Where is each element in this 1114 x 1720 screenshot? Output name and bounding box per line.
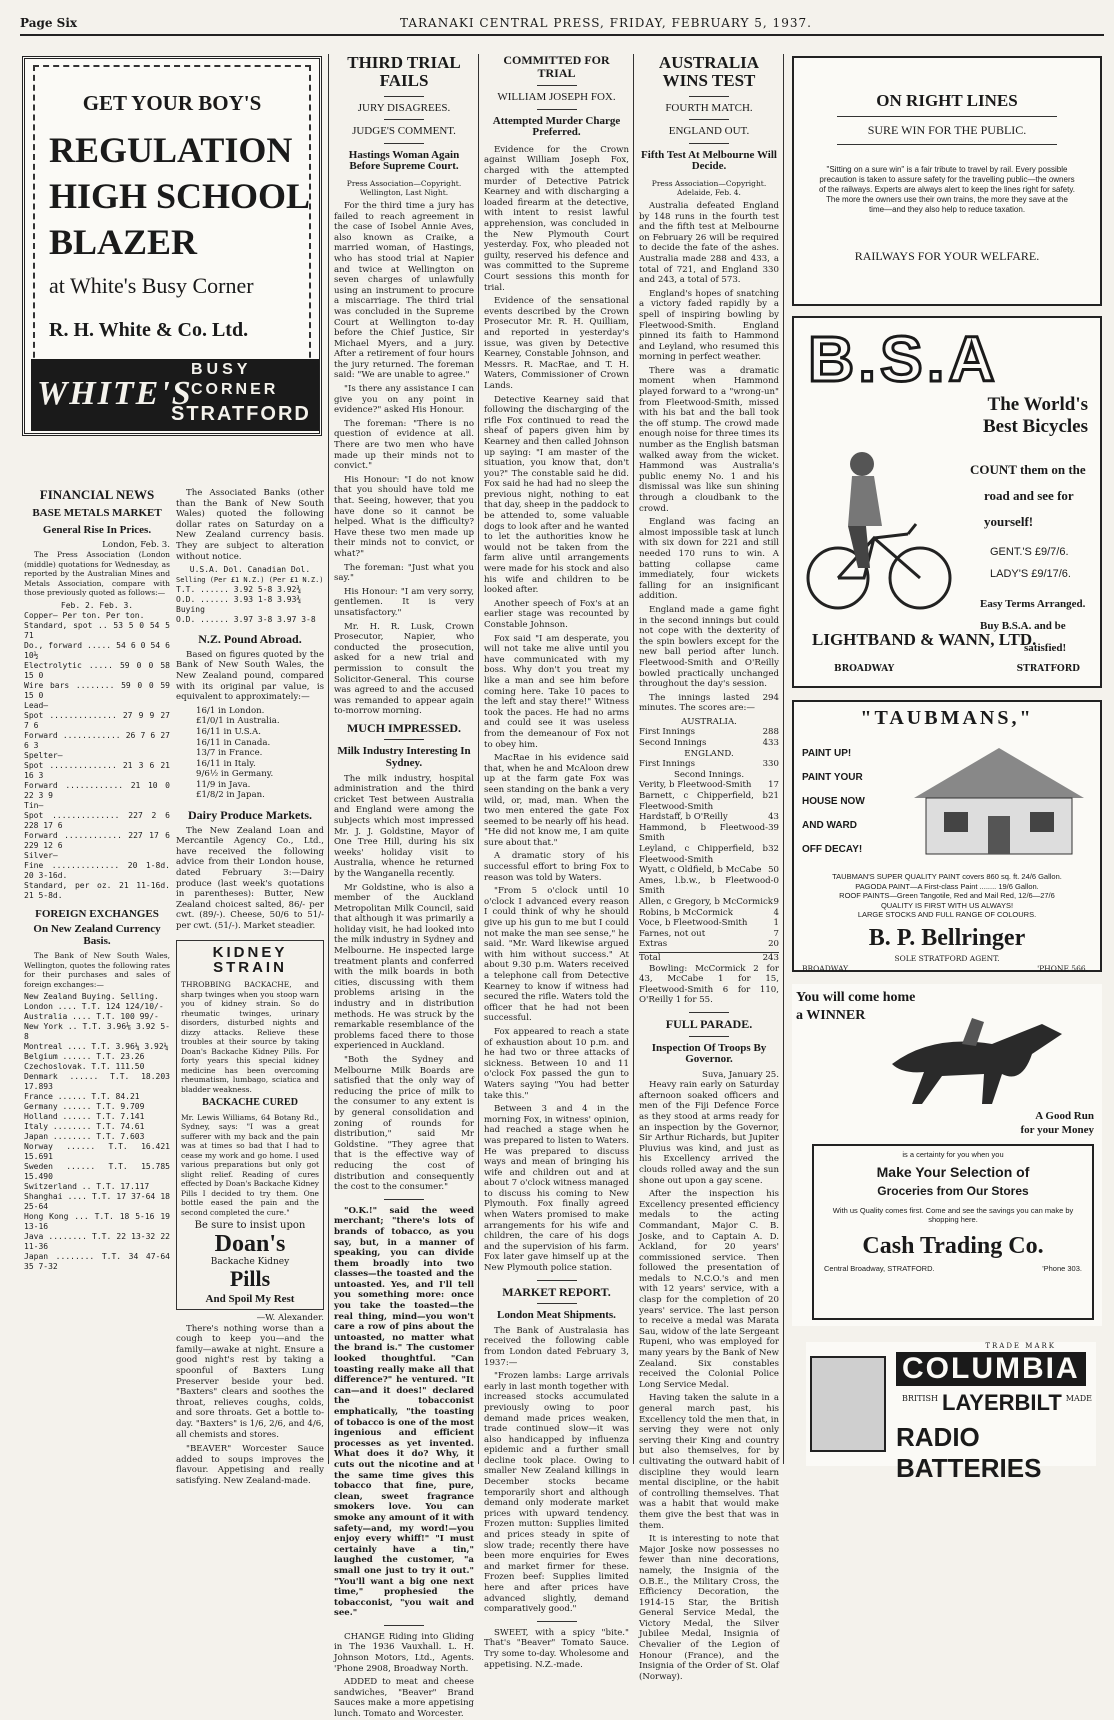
table-row: Buying <box>176 605 205 615</box>
table-header: U.S.A. Dol. Canadian Dol. <box>189 565 311 575</box>
table-row <box>639 812 779 823</box>
ad-line: Be sure to insist upon <box>194 1220 306 1232</box>
table-row <box>639 897 779 908</box>
table-row <box>639 727 779 738</box>
table-row: Germany ...... T.T. 9.709 <box>24 1102 145 1112</box>
divider <box>689 1012 729 1013</box>
subheading: BASE METALS MARKET <box>32 506 162 519</box>
price: LADY'S £9/17/6. <box>990 568 1071 580</box>
ad-line: Backache Kidney <box>210 1256 290 1267</box>
price-line: QUALITY IS FIRST WITH US ALWAYS! <box>880 900 1014 910</box>
row-value: 288 <box>762 727 779 738</box>
paragraph: THROBBING BACKACHE, and sharp twinges when you stoop warn you of kidney strain. So do rheumatic twinges, urinary disorders, disturbed nights and dizzy attacks. Relieve these troubles at their source by taking Doan's Backache Kidney Pills. For forty years this special kidney medicine has been overcoming rheumatism, lumbago, sciatica and bladder weakness. <box>181 980 319 1094</box>
ad-line: And Spoil My Rest <box>205 1292 295 1305</box>
subheading: Inspection Of Troops By Governor. <box>651 1041 767 1066</box>
paragraph: There's nothing worse than a cough to keep you—and the family—awake at night. Ensure a good night's rest by taking a spoonful of Baxters Lung Preserver beside your bed. "Baxters" clears and soothes the throat, relieves coughs, colds, and sore throats. Get a bottle to-day. "Baxters" is 1/6, 2/6, and 4/6, all chemists and stores. <box>176 1323 324 1440</box>
table-row: France ...... T.T. 84.21 <box>24 1092 140 1102</box>
table-row <box>639 844 779 865</box>
logo-text: STRATFORD <box>171 403 311 425</box>
subheading: MUCH IMPRESSED. <box>346 720 461 735</box>
table-row: 11/9 in Java. <box>196 779 251 790</box>
racehorse-illustration <box>872 1004 1092 1114</box>
ad-logo: Doan's <box>214 1230 286 1257</box>
divider <box>689 143 729 144</box>
bsa-ad <box>792 316 1102 688</box>
paragraph: After the inspection his Excellency presented efficiency medals to the acting Commandant, Major C. B. Joske, and to Captain A. D. Ackland, for 20 years' commissioned service. Then followed the presentation of medals to N.C.O.'s and men with 12 years' service, with a clasp for the completion of 20 years' service. The last person to receive a medal was Marata Sau, widow of the late Sergeant Rupeni, who was employed for many years by the Bank of New Zealand. Six constables received the Colonial Police Long Service Medal. <box>639 1189 779 1390</box>
subheading: Hastings Woman Again Before Supreme Court. <box>348 148 460 173</box>
row-label: Barnett, c Chipperfield, b Fleetwood-Smith <box>639 791 769 812</box>
column-rule <box>328 54 329 1464</box>
taubmans-ad <box>792 700 1102 972</box>
table-row: 13/7 in France. <box>196 748 263 759</box>
table-row <box>639 929 779 940</box>
table-row: £1/0/1 in Australia. <box>196 716 280 727</box>
ad-tagline: The World's <box>987 394 1088 415</box>
address: BROADWAY <box>802 964 849 973</box>
table-row: Lead— <box>24 700 49 710</box>
paragraph: The Bank of New South Wales, Wellington, quotes the following rates for their purchases and sales of foreign exchanges:— <box>24 951 170 989</box>
divider <box>537 109 577 110</box>
innings-heading: Second Innings. <box>673 769 745 780</box>
committed-column <box>484 53 629 1670</box>
paragraph: Australia defeated England by 148 runs in the fourth test and the fifth test at Melbourne on February 26 will be required to decide the fate of the ashes. Australia made 288 and 433, a total of 721, and England 330 and 243, a total of 573. <box>639 200 779 286</box>
row-label: Hardstaff, b O'Reilly <box>639 812 728 823</box>
table-row <box>639 738 779 749</box>
paragraph: Heavy rain early on Saturday afternoon soaked officers and men of the Fiji Defence Force as they stood at arms ready for an inspection by the Governor, Sir Arthur Richards, but Jupiter Pluvius was kind, and just as his Excellency arrived the clouds rolled away and the sun shone out upon a gay scene. <box>639 1080 779 1186</box>
cricket-column <box>639 53 779 1682</box>
paragraph: A dramatic story of his successful effort to bring Fox to reason was told by Waters. <box>484 851 629 883</box>
divider <box>384 143 424 144</box>
subheading: ENGLAND OUT. <box>668 125 750 138</box>
ad-line: yourself! <box>984 514 1034 529</box>
ad-line: With us Quality comes first. Come and see the savings you can make by shopping here. <box>832 1205 1074 1224</box>
ad-line: Make Your Selection of <box>876 1163 1030 1180</box>
paragraph: Detective Kearney said that following the discharging of the rifle Fox continued to read the sheaf of papers given him by Kearney and then called Johnson up saying: "I am master of the situation, you know that, don't you?" The constable said he did. Fox said he had had no sleep the previous night, nothing to eat that day, sheep in the paddock to be attended to, some valuable dogs to look after and he wanted to let the authorities know he would not be taken from the farm alive until arrangements were made for his stock and also his wife and children to be looked after. <box>484 394 629 596</box>
brand-name: COLUMBIA <box>896 1352 1086 1386</box>
cash-box <box>812 1144 1094 1320</box>
table-row <box>639 918 779 929</box>
table-row: Denmark ...... T.T. 18.203 17.893 <box>24 1072 170 1092</box>
table-row: O.D. ...... 3.97 3-8 3.97 3-8 <box>176 615 316 625</box>
ad-line: satisfied! <box>1024 642 1067 654</box>
paragraph: Evidence of the sensational events described by the Crown Prosecutor Mr. R. H. Quilliam, and reported in yesterday's issue, was given by Detective Kearney, Constable Johnson, and Messrs. R. MacRae, and T. H. Waters, Commissioner of Crown Lands. <box>484 296 629 391</box>
price: GENT.'S £9/7/6. <box>990 546 1069 558</box>
table-row: Java ........ T.T. 22 13-32 22 11-36 <box>24 1232 170 1252</box>
divider <box>384 1199 424 1200</box>
paragraph: It is interesting to note that Major Joske now possesses no fewer than nine decorations, namely, the Insignia of the O.B.E., the Military Cross, the Efficiency Decoration, the 1914-15 Star, the British General Service Medal, the Victory Medal, the Silver Jubilee Medal, Insignia of Chevalier of the Legion of Honour (France), and the Insignia of the Order of St. Olaf (Norway). <box>639 1534 779 1682</box>
firm-name: B. P. Bellringer <box>868 925 1026 951</box>
ad-line: You will come home <box>796 990 916 1005</box>
divider <box>537 85 577 86</box>
subheading: Milk Industry Interesting In Sydney. <box>337 745 471 770</box>
paragraph: The milk industry, hospital administration and the third cricket Test between Australia and England were among the subjects which most impressed Mr. J. J. Goldstine, Mayor of One Tree Hill, during his six weeks' holiday visit to Australia, whence he returned by the Wanganella recently. <box>334 773 474 879</box>
table-row: Australia .... T.T. 100 99/- <box>24 1012 159 1022</box>
row-label: Robins, b McCormick <box>639 907 733 918</box>
ad-line: COUNT them on the <box>970 462 1086 477</box>
table-row: Japan ........ T.T. 34 47-64 35 7-32 <box>24 1252 170 1272</box>
table-row: Switzerland .. T.T. 17.117 <box>24 1182 150 1192</box>
divider <box>537 1621 577 1622</box>
table-row: Norway ...... T.T. 16.421 15.691 <box>24 1142 170 1162</box>
slogan: OFF DECAY! <box>802 844 863 855</box>
table-row: Italy ........ T.T. 74.61 <box>24 1122 145 1132</box>
price-line: PAGODA PAINT—A First-class Paint ........ 19/6 Gallon. <box>855 881 1039 891</box>
paragraph: Fox appeared to reach a state of exhaustion about 10 p.m. and he had two or three attacks of sickness. Between 10 and 11 o'clock Fox passed the gun to Waters saying "You had better take this." <box>484 1026 629 1101</box>
dateline: Suva, January 25. <box>702 1069 779 1080</box>
row-value: 1 <box>773 918 779 929</box>
table-header: Feb. 2. Feb. 3. <box>60 600 134 610</box>
table-row <box>639 791 779 812</box>
row-label: Hammond, b Fleetwood-Smith <box>639 822 769 844</box>
address: STRATFORD <box>1016 664 1080 674</box>
ad-line: Groceries from Our Stores <box>877 1183 1029 1198</box>
row-value: 17 <box>768 780 779 791</box>
row-value: 4 <box>773 907 779 918</box>
paragraph: Mr. Lewis Williams, 64 Botany Rd., Sydney, says: "I was a great sufferer with my back and the pain was at times so bad that I had to cease my work and go home. I used various preparations but only got slight relief. Reading of cures effected by Doan's Backache Kidney Pills I decided to try them. One bottle eased the pain and the second completed the cure." <box>181 1112 319 1217</box>
slogan: PAINT YOUR <box>802 772 863 783</box>
paragraph: England's hopes of snatching a victory faded rapidly by a spell of inspiring bowling by Fleetwood-Smith. England pinned its faith to Hammond and Leyland, who resumed this morning in perfect weather. <box>639 288 779 363</box>
scorecard <box>639 759 779 770</box>
fx-table <box>24 1002 170 1272</box>
table-row: £1/8/2 in Japan. <box>196 790 265 801</box>
subheading: JUDGE'S COMMENT. <box>352 125 456 138</box>
price-list <box>800 872 1094 920</box>
address: BROADWAY <box>834 664 895 674</box>
row-value: 7 <box>773 928 779 939</box>
address: Central Broadway, STRATFORD. <box>824 1263 935 1273</box>
paragraph: "BEAVER" Worcester Sauce added to soups improves the flavour. Appetising and really satisfying. New Zealand-made. <box>176 1444 324 1487</box>
table-row: 16/11 in U.S.A. <box>196 726 261 737</box>
paragraph: Having taken the salute in a general march past, his Excellency told the men that, in serving they were not only serving their King and country but also themselves, for by cultivating the outward habit of discipline they would learn mental discipline, or the habit of controlling themselves. That was a habit that would make them give the best that was in them. <box>639 1393 779 1531</box>
ad-line: GET YOUR BOY'S <box>82 91 262 115</box>
row-value: 0 <box>773 875 779 886</box>
ad-line: MADE <box>1065 1394 1092 1403</box>
table-row: Forward ............ 26 7 6 27 6 3 <box>24 730 170 750</box>
trade-mark: TRADE MARK <box>985 1342 1056 1350</box>
paragraph: The Press Association (London (middle) quotations for Wednesday, as reported by the Australian Mines and Metals Association, compare with those previously quoted as follows:— <box>24 550 170 598</box>
table-row: Belgium ...... T.T. 23.26 <box>24 1052 145 1062</box>
paragraph: "Frozen lambs: Large arrivals early in last month together with increased stocks accumulated previously owing to poor demand made prices weaken, trade continued slow—it was also handicapped by influenza epidemic and a further small decline took place. Owing to smaller New Zealand killings in December stocks became temporarily short and although demand only moderate market prices with upward tendency. Frozen mutton: Supplies limited and prices steady in spite of slow trade; recently there have been more enquiries for Ewes and market firmer for these. Frozen beef: Supplies limited here and after prices have advanced slightly, demand comparatively good." <box>484 1371 629 1615</box>
table-row: Forward ............ 227 17 6 229 12 6 <box>24 830 170 850</box>
ad-line: Buy B.S.A. and be <box>980 620 1066 632</box>
subheading: On New Zealand Currency Basis. <box>33 923 161 947</box>
ad-title: KIDNEY STRAIN <box>212 943 288 977</box>
row-label: Second Innings <box>639 738 707 749</box>
table-row: Spelter— <box>24 750 63 760</box>
paragraph: "Is there any assistance I can give you on any point in evidence?" asked His Honour. <box>334 384 474 416</box>
paragraph: The Associated Banks (other than the Bank of New South Wales) quoted the following dollar rates on Saturday on a New Zealand currency basis. They are subject to alteration without notice. <box>176 488 324 562</box>
paragraph: The New Zealand Loan and Mercantile Agency Co., Ltd., have received the following advice from their London house, dated February 3:—Dairy produce (last week's quotations in parentheses): Butter, New Zealand choicest salted, 86/- per cwt. (89/-). Cheese, 50/6 to 51/- per cwt. (51/-). Market steadier. <box>176 825 324 931</box>
table-row: Fine .............. 20 1-8d. 20 3-16d. <box>24 860 170 880</box>
total-label: Total <box>639 952 661 963</box>
paragraph: England was facing an almost impossible task at lunch with six down for 221 and still needed 170 runs to win. A batting collapse came immediately, four wickets falling for an insignificant addition. <box>639 517 779 602</box>
firm-name: R. H. White & Co. Ltd. <box>49 319 249 341</box>
row-label: First Innings <box>639 727 696 738</box>
firm-name: LIGHTBAND & WANN, LTD. <box>812 630 1037 649</box>
paragraph: Evidence for the Crown against William Joseph Fox, charged with the attempted murder of Detective Patrick Kearney and with discharging a loaded firearm at the detective, with intent to resist lawful apprehension, was concluded in the New Plymouth Court yesterday. Fox, who pleaded not guilty, reserved his defence and was committed to the Supreme Court sessions this month for trial. <box>484 144 629 293</box>
dateline: Press Association—Copyright. Adelaide, Feb. 4. <box>651 178 767 198</box>
table-row: 16/1 in London. <box>196 705 265 716</box>
address-row <box>814 1260 1092 1278</box>
ad-line: HIGH SCHOOL <box>49 176 311 216</box>
signature: —W. Alexander. <box>256 1313 324 1324</box>
ad-line: LAYERBILT <box>942 1390 1062 1415</box>
table-row: Standard, spot .. 53 5 0 54 5 71 <box>24 620 170 640</box>
phone: 'PHONE 566. <box>1037 964 1088 973</box>
headline: AUSTRALIA WINS TEST <box>658 53 760 90</box>
ad-title: ON RIGHT LINES <box>876 91 1018 110</box>
whites-blazer-ad <box>22 56 322 436</box>
table-row <box>639 876 779 897</box>
ad-footer: RAILWAYS FOR YOUR WELFARE. <box>854 248 1040 263</box>
paragraph: The Bank of Australasia has received the following cable from London dated February 3, 1937:— <box>484 1325 629 1368</box>
ad-logo: "TAUBMANS," <box>860 707 1034 729</box>
row-value: 39 <box>768 822 779 833</box>
subheading: FOURTH MATCH. <box>665 101 753 114</box>
table-row: T.T. ...... 3.92 5-8 3.92¾ <box>176 585 302 595</box>
row-value: 330 <box>762 759 779 770</box>
paragraph: "From 5 o'clock until 10 o'clock I advanced every reason I could think of why he should give up his gun to me but I could not make the man see sense," he said. "Mr. Ward likewise argued with him without success." At about 9.30 p.m. Waters received a telephone call from Detective Kearney to know if witness had secured the rifle. Waters told the officer that he had not been successful. <box>484 886 629 1024</box>
subheading: WILLIAM JOSEPH FOX. <box>497 91 616 104</box>
divider <box>537 1280 577 1281</box>
third-trial-column <box>334 53 474 1720</box>
table-header: New Zealand Buying. Selling. <box>24 992 159 1002</box>
table-row: Tin— <box>24 800 44 810</box>
slogan-block <box>802 742 865 862</box>
bsa-logo: B.S.A <box>808 323 999 395</box>
ad-line: at White's Busy Corner <box>49 273 254 298</box>
battery-illustration <box>810 1356 886 1452</box>
whites-logo <box>31 359 319 431</box>
table-row: Montreal .... T.T. 3.96¼ 3.92¼ <box>24 1042 169 1052</box>
headline: THIRD TRIAL FAILS <box>347 53 461 90</box>
table-row <box>639 939 779 950</box>
paragraph: Bowling: McCormick 2 for 43, McCabe 1 for 15, Fleetwood-Smith 6 for 110, O'Reilly 1 for 55. <box>639 963 779 1006</box>
subheading: General Rise In Prices. <box>42 524 152 537</box>
page-number: Page Six <box>20 16 78 30</box>
table-row: Silver— <box>24 850 58 860</box>
divider <box>837 144 1057 145</box>
paragraph: "Sitting on a sure win" is a fair tribute to travel by rail. Every possible precaution is taken to assure safety for the travelling public—the owners of the railways. Experts are always alert to keep the lines right for safety. The more the owners use their own trains, the more they save at the time—and they also help to reduce taxation. <box>819 164 1075 214</box>
total-value: 243 <box>762 952 779 963</box>
railways-ad <box>792 56 1102 306</box>
subheading: Fifth Test At Melbourne Will Decide. <box>641 148 777 173</box>
financial-news-column <box>24 487 324 1487</box>
row-label: Ames, l.b.w., b Fleetwood-Smith <box>639 875 774 897</box>
scorecard-total <box>639 952 779 964</box>
table-row: Spot .............. 21 3 6 21 16 3 <box>24 760 170 780</box>
divider <box>384 96 424 97</box>
paragraph: Mr Goldstine, who is also a member of the Auckland Metropolitan Milk Council, said that although it was primarily a holiday visit, he had looked into the milk industry in Sydney and Melbourne. He inspected large treatment plants and conferred with the milk boards in both cities, discussing with them problems arising in the industry and in distribution methods. He was struck by the remarkable resemblance of the problems faced there to those experienced in Auckland. <box>334 882 474 1052</box>
row-value: 9 <box>773 896 779 907</box>
paragraph: There was a dramatic moment when Hammond played forward to a "wrong-un" from Fleetwood-Smith, missed with his bat and the ball took the off stump. The crowd made enough noise for three times its number as the English batsman walked away from the wicket. Hammond was Australia's public enemy No. 1 and his dismissal was like sun shining through a cloudbank to the crowd. <box>639 365 779 514</box>
paragraph: "Both the Sydney and Melbourne Milk Boards are satisfied that the only way of reducing the price of milk to the consumer to any extent is by general consolidation and zoning of rounds for distribution," said Mr Goldstine. "They agree that that is the effective way of reducing the cost of distribution and consequently the cost to the consumer." <box>334 1055 474 1193</box>
ad-tagline: Best Bicycles <box>982 416 1088 437</box>
phone: 'Phone 303. <box>1042 1263 1082 1273</box>
subheading: FOREIGN EXCHANGES <box>35 907 159 920</box>
table-row <box>639 780 779 791</box>
ad-line: road and see for <box>984 488 1074 503</box>
table-row: Do., forward ..... 54 6 0 54 6 10½ <box>24 640 170 660</box>
paragraph: SWEET, with a spicy "bite." That's "Beaver" Tomato Sauce. Try some to-day. Wholesome and appetising. N.Z.-made. <box>484 1627 629 1670</box>
subheading: MARKET REPORT. <box>502 1284 611 1299</box>
subheading: FULL PARADE. <box>665 1016 753 1031</box>
row-value: 50 <box>768 865 779 876</box>
subheading: N.Z. Pound Abroad. <box>198 632 302 647</box>
row-value: 32 <box>768 844 779 854</box>
subheading: Attempted Murder Charge Preferred. <box>492 114 621 139</box>
ad-line: BRITISH <box>902 1394 939 1403</box>
metals-table <box>24 611 170 901</box>
column-rule <box>783 54 784 1464</box>
paragraph: Fox said "I am desperate, you will not take me alive until you have communicated with my boss. Why don't you treat my like a man and see him before coming here. Take 10 paces to the left and stay there!" Witness took the paces. He had no arms and could see it was useless from the demeanour of Fox not to obey him. <box>484 633 629 750</box>
table-row: Shanghai .... T.T. 17 37-64 18 25-64 <box>24 1192 170 1212</box>
firm-name: Cash Trading Co. <box>862 1232 1044 1259</box>
cyclist-illustration <box>804 438 954 618</box>
table-row: Copper— Per ton. Per ton. <box>24 610 145 620</box>
table-row: 16/11 in Italy. <box>196 758 256 769</box>
columbia-ad <box>806 1342 1096 1483</box>
paragraph: The foreman: "Just what you say." <box>334 562 474 584</box>
logo-text: CORNER <box>191 381 279 398</box>
divider <box>384 1625 424 1626</box>
price-line: ROOF PAINTS—Green Tangotile, Red and Mail Red, 12/6—27/6 <box>839 891 1055 900</box>
team-heading: AUSTRALIA. <box>681 716 737 727</box>
price-line: TAUBMAN'S SUPER QUALITY PAINT covers 860 sq. ft. 24/6 Gallon. <box>832 872 1062 881</box>
divider <box>384 119 424 120</box>
scorecard <box>639 780 779 950</box>
ad-line: A Good Run <box>1035 1110 1094 1122</box>
table-row: Spot .............. 27 9 9 27 7 6 <box>24 710 170 730</box>
row-label: Leyland, c Chipperfield, b Fleetwood-Smith <box>639 844 769 865</box>
table-row: Wire bars ........ 59 0 0 59 15 0 <box>24 680 170 700</box>
team-heading: ENGLAND. <box>684 748 734 759</box>
table-row: O.D. ...... 3.93 1-8 3.93¾ <box>176 595 302 605</box>
house-illustration <box>904 738 1094 858</box>
ad-line: REGULATION <box>49 130 293 170</box>
dateline: London, Feb. 3. <box>102 539 170 550</box>
slogan: PAINT UP! <box>802 748 852 759</box>
row-label: Extras <box>639 939 668 950</box>
ad-line: for your Money <box>1020 1124 1094 1136</box>
table-row: 16/11 in Canada. <box>196 737 271 748</box>
divider <box>689 1036 729 1037</box>
paragraph: ADDED to meat and cheese sandwiches, "Beaver" Brand Sauces make a more appetising lunch. Tomato and Worcester. <box>334 1677 474 1720</box>
ad-logo: Pills <box>229 1266 271 1292</box>
table-row: Forward ............ 21 10 0 22 3 9 <box>24 780 170 800</box>
table-header: Selling (Per £1 N.Z.) (Per £1 N.Z.) <box>176 576 324 585</box>
paragraph: CHANGE Riding into Gliding in The 1936 Vauxhall. L. H. Johnson Motors, Ltd., Agents. 'Phone 2908, Broadway North. <box>334 1631 474 1674</box>
paragraph: For the third time a jury has failed to reach agreement in the case of Isobel Annie Aves, also known as Craike, a married woman, of Hastings, who has stood trial at Napier and twice at Wellington on seven charges of unlawfully using an instrument to procure a miscarriage. The third trial was concluded in the Supreme Court at Wellington to-day before the Chief Justice, Sir Michael Myers, and a jury. After a retirement of four hours the jury returned. The foreman said: "We are unable to agree." <box>334 200 474 381</box>
dateline: Press Association—Copyright. Wellington, Last Night. <box>346 178 462 198</box>
paragraph: Based on figures quoted by the Bank of New South Wales, the New Zealand pound, compared with its original par value, is equivalent to approximately:— <box>176 649 324 703</box>
logo-text: WHITE'S <box>37 375 193 412</box>
masthead <box>20 14 1104 36</box>
paragraph: His Honour: "I do not know that you should have told me that. Seeing, however, that you have done so it cannot be helped. What is the difficulty? Have these two men made up their minds not to convict, or what?" <box>334 474 474 559</box>
scorecard <box>639 727 779 748</box>
kidney-ad <box>176 940 324 1311</box>
paragraph: Another speech of Fox's at an earlier stage was recounted by Constable Johnson. <box>484 598 629 630</box>
paragraph: England made a game fight in the second innings but could not cope with the dexterity of the spin bowlers except for the new ball period after lunch. Fleetwood-Smith and O'Reilly bowled practically unchanged throughout the day's session. <box>639 604 779 690</box>
table-row: Czechoslovak. T.T. 111.50 <box>24 1062 145 1072</box>
dollar-table <box>176 585 324 625</box>
table-row <box>639 865 779 876</box>
subheading: BACKACHE CURED <box>202 1097 298 1109</box>
table-row: Japan ........ T.T. 7.603 <box>24 1132 145 1142</box>
paper-title: TARANAKI CENTRAL PRESS, FRIDAY, FEBRUARY 5, 1937. <box>400 16 812 30</box>
subheading: JURY DISAGREES. <box>357 101 451 114</box>
divider <box>689 119 729 120</box>
agent: SOLE STRATFORD AGENT. <box>894 954 1000 963</box>
table-row: Standard, per oz. 21 11-16d. 21 5-8d. <box>24 880 170 900</box>
table-row: Electrolytic ..... 59 0 0 58 15 0 <box>24 660 170 680</box>
row-label: Wyatt, c Oldfield, b McCabe <box>639 865 762 876</box>
ad-line: BLAZER <box>49 222 198 262</box>
divider <box>837 116 1057 117</box>
ad-line: a WINNER <box>796 1008 866 1023</box>
subheading: Dairy Produce Markets. <box>187 808 313 823</box>
logo-text: BUSY <box>191 361 252 378</box>
paragraph: MacRae in his evidence said that, when he and McAloon drew up at the farm gate Fox was seen standing on the bank a very wild, or, mad, man. When the two men entered the gate Fox seemed to be nearly off his head. "He did not know me, I am quite sure about that." <box>484 753 629 848</box>
paragraph: The innings lasted 294 minutes. The scores are:— <box>639 692 779 714</box>
column-rule <box>478 54 479 1464</box>
table-row: New York .. T.T. 3.96⅛ 3.92 5-8 <box>24 1022 170 1042</box>
table-row: London .... T.T. 124 124/10/- <box>24 1002 164 1012</box>
paragraph: Mr. H. R. Lusk, Crown Prosecutor, Napier, who conducted the prosecution, asked for a new trial and permission to consult the Solicitor-General. This course was agreed to and the accused was remanded to appear again to-morrow morning. <box>334 621 474 717</box>
slogan: HOUSE NOW <box>802 796 865 807</box>
row-value: 21 <box>768 791 779 802</box>
subheading: SURE WIN FOR THE PUBLIC. <box>867 122 1027 137</box>
price-line: LARGE STOCKS AND FULL RANGE OF COLOURS. <box>857 910 1037 919</box>
table-row: Sweden ...... T.T. 15.785 15.490 <box>24 1162 170 1182</box>
row-label: First Innings <box>639 759 696 770</box>
row-label: Voce, b Fleetwood-Smith <box>639 918 748 929</box>
column-rule <box>633 54 634 1464</box>
row-value: 20 <box>768 939 779 950</box>
paragraph: His Honour: "I am very sorry, gentlemen. It is very unsatisfactory." <box>334 586 474 618</box>
divider <box>384 739 424 740</box>
nz-pound-list <box>176 706 324 801</box>
divider <box>689 96 729 97</box>
table-row: Holland ...... T.T. 7.141 <box>24 1112 145 1122</box>
table-row: Hong Kong ... T.T. 18 5-16 19 13-16 <box>24 1212 170 1232</box>
subheading: London Meat Shipments. <box>497 1309 616 1322</box>
row-label: Allen, c Gregory, b McCormick <box>639 896 773 907</box>
paragraph: Between 3 and 4 in the morning Fox, in witness' opinion, had reached a stage when he was prepared to listen to Waters. He was prepared to discuss ways and mean of bringing his wife and children out and at about 7 o'clock witness managed to discuss his coming to New Plymouth. Fox finally agreed when Waters promised to make arrangements for his wife and children, the care of his dogs and the supervision of his farm. Fox later gave himself up at the New Plymouth police station. <box>484 1104 629 1274</box>
row-value: 433 <box>762 738 779 749</box>
table-row: Spot .............. 227 2 6 228 17 6 <box>24 810 170 830</box>
slogan: AND WARD <box>802 820 857 831</box>
table-row: 9/6½ in Germany. <box>196 769 274 780</box>
table-row <box>639 759 779 770</box>
paragraph: The foreman: "There is no question of evidence at all. There are two men who have made up their minds not to convict." <box>334 418 474 472</box>
paragraph: "O.K.!" said the weed merchant; "there's lots of brands of tobacco, as you say, but, in a manner of speaking, you can divide them broadly into two classes—the toasted and the untoasted. Yes, and I'll tell you something more: once you take the toasted—the real thing, mind—you won't care a row of pins about the untoasted, no matter what the brand is." The customer looked thoughtful. "Can toasting really make all that difference?" he ventured. "It can—and it does!" declared the tobacconist emphatically, "the toasting of tobacco is one of the most ingenious and efficient processes as yet invented. What does it do? Why, it cuts out the nicotine and at the same time gives this tobacco that fine, pure, clean, sweet fragrance smokers love. You can smoke any amount of it with safety—and, my word!—you enjoy every whiff!" "I must certainly have a tin," laughed the customer, "a small one just to try it out." "You'll want a big one next time," prophesied the tobacconist, "you wait and see." <box>334 1205 474 1619</box>
cash-trading-ad <box>792 984 1102 1326</box>
row-label: Verity, b Fleetwood-Smith <box>639 780 752 791</box>
table-row <box>639 823 779 844</box>
ad-line: is a certainty for you when you <box>902 1150 1004 1159</box>
row-label: Farnes, not out <box>639 928 706 939</box>
headline: COMMITTED FOR TRIAL <box>503 53 610 80</box>
ad-line: RADIO BATTERIES <box>896 1422 1042 1483</box>
divider <box>537 1303 577 1304</box>
table-row <box>639 908 779 919</box>
ad-line: Easy Terms Arranged. <box>980 598 1086 610</box>
section-heading: FINANCIAL NEWS <box>39 487 155 502</box>
row-value: 43 <box>768 812 779 823</box>
